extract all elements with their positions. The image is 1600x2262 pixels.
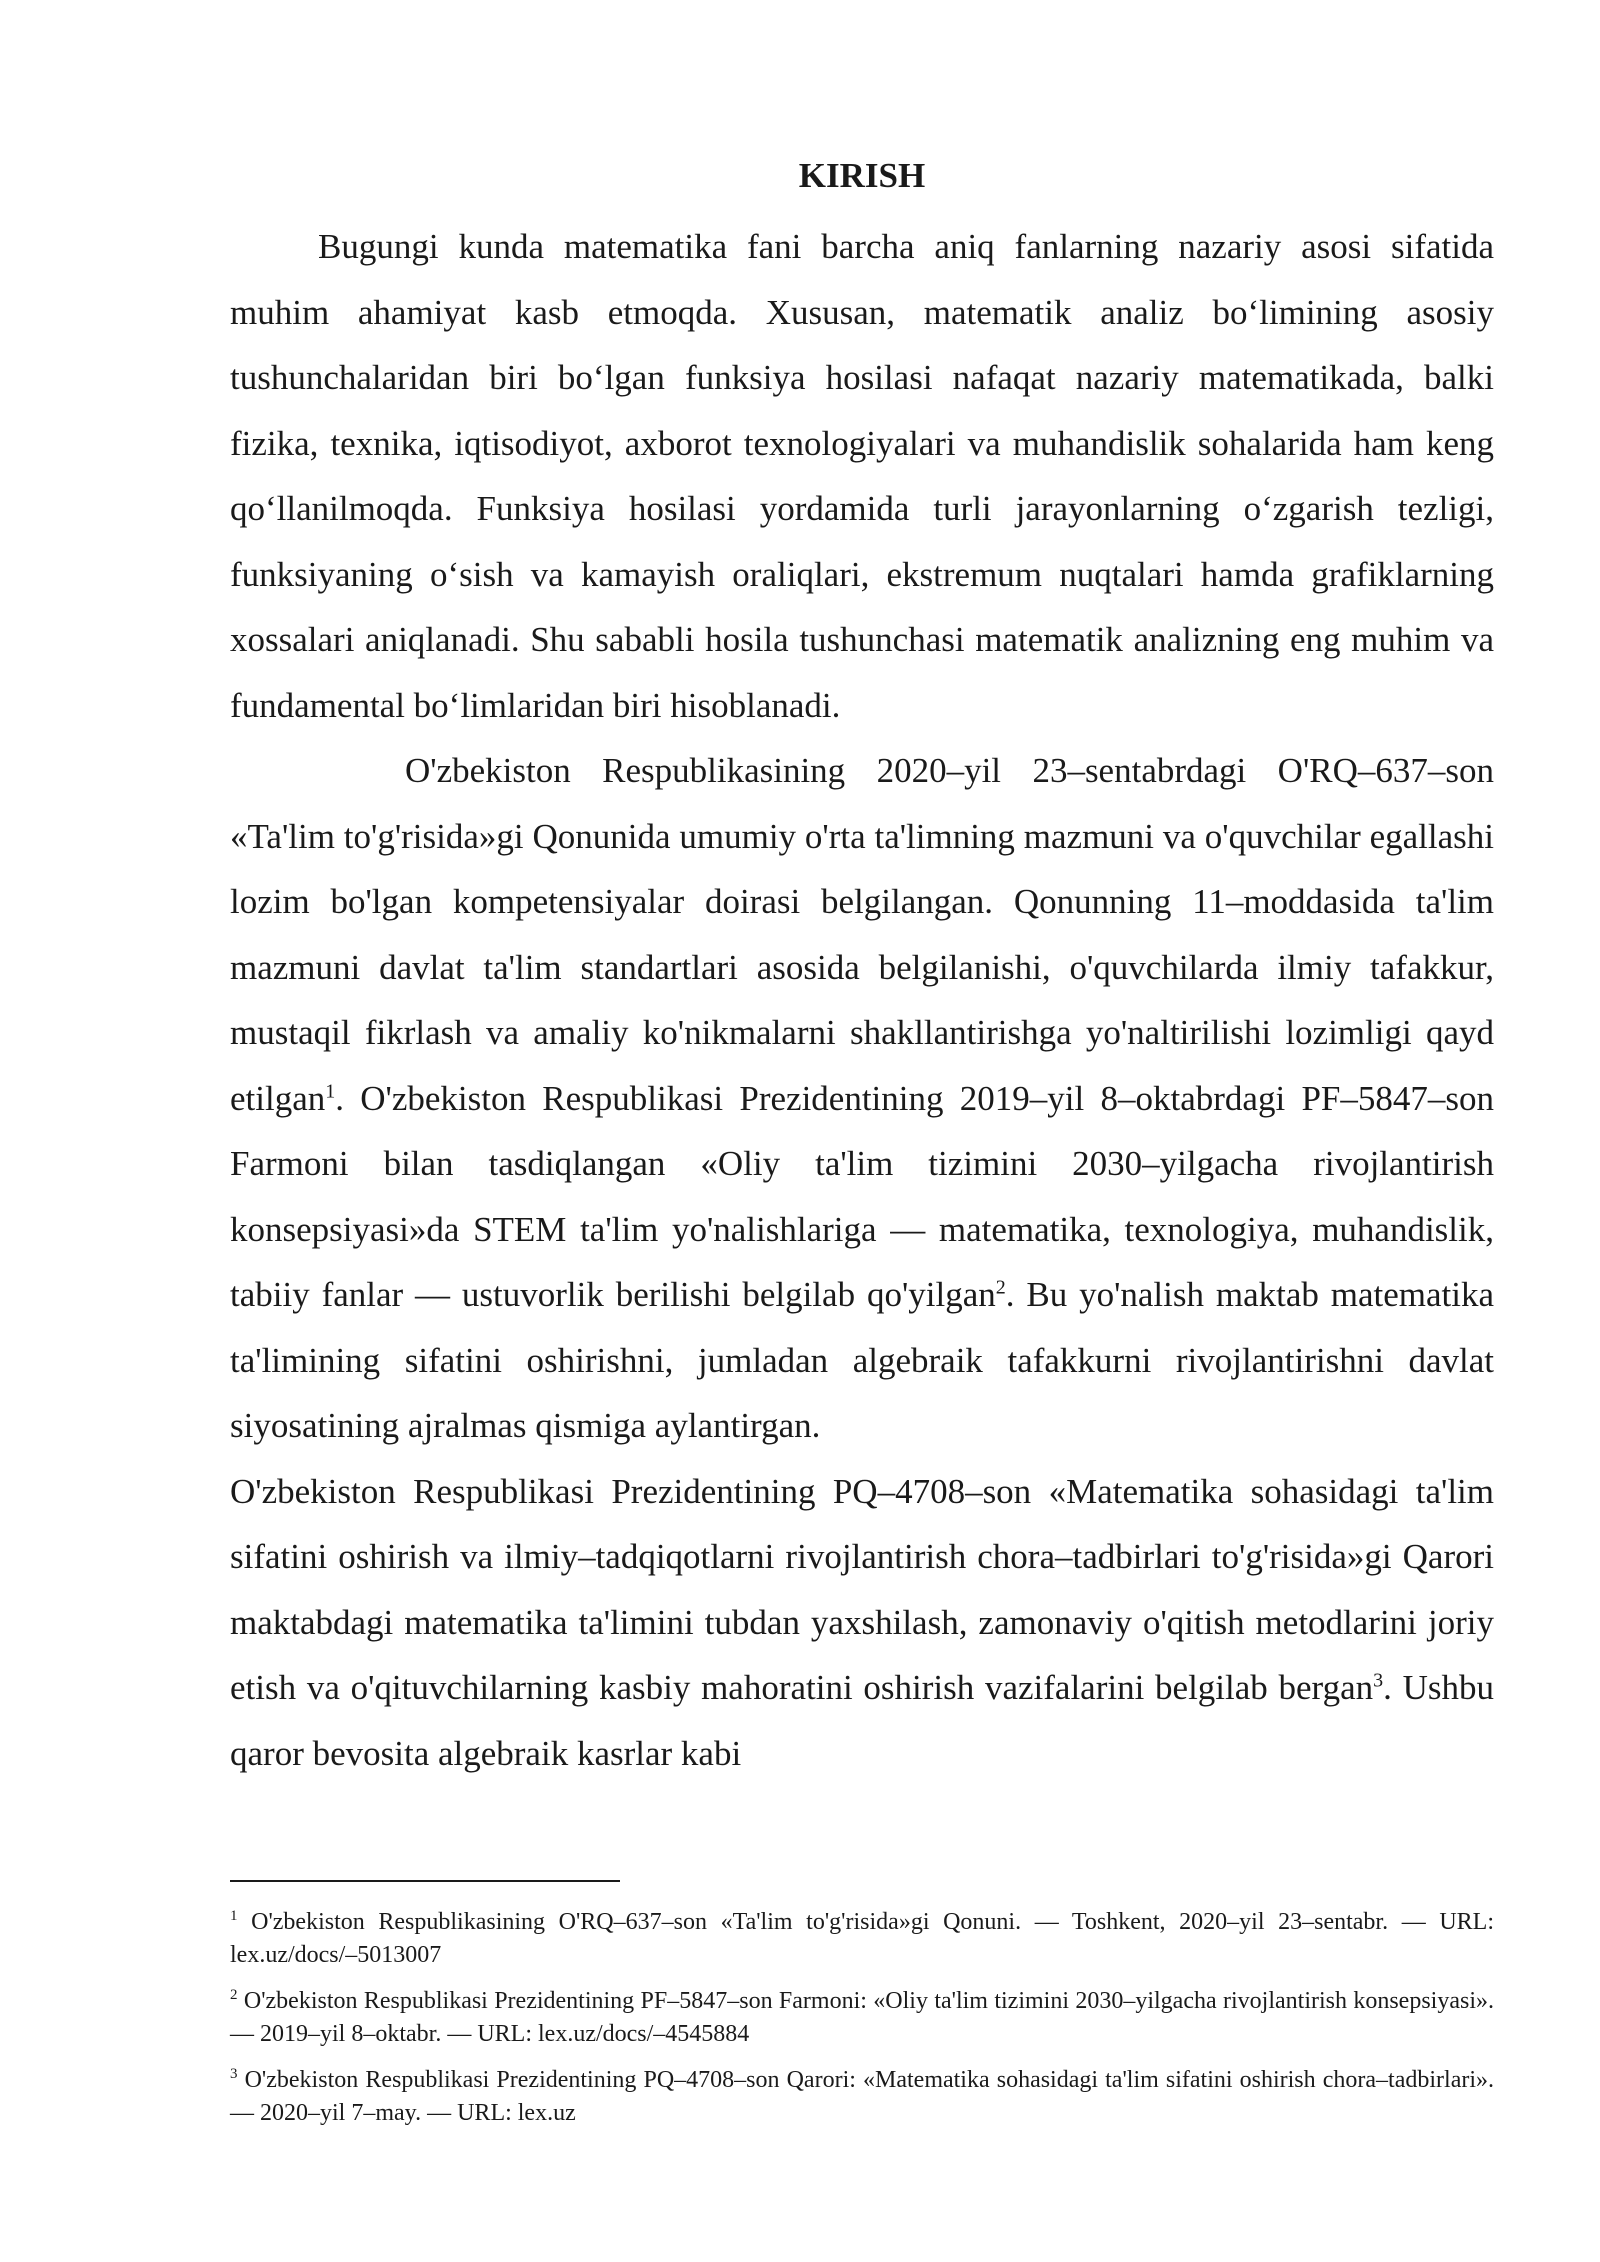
- footnotes: [230, 1906, 1494, 2143]
- footnote-ref-3[interactable]: 3: [1373, 1669, 1384, 1692]
- paragraph-intro-text: Bugungi kunda matematika fani barcha aniq fanlarning nazariy asosi sifatida muhim ahamiyat kasb etmoqda. Xususan, matematik analiz bo‘limining asosiy tushunchalaridan biri bo‘lgan funksiya hosilasi nafaqat nazariy matematikada, balki fizika, texnika, iqtisodiyot, axborot texnologiyalari va muhandislik sohalarida ham keng qo‘llanilmoqda. Funksiya hosilasi yordamida turli jarayonlarning o‘zgarish tezligi, funksiyaning o‘sish va kamayish oraliqlari, ekstremum nuqtalari hamda grafiklarning xossalari aniqlanadi. Shu sababli hosila tushunchasi matematik analizning eng muhim va fundamental bo‘limlaridan biri hisoblanadi.: [230, 227, 1494, 725]
- footnote-mark-3: 3: [230, 2066, 238, 2082]
- footnote-2: [230, 1985, 1494, 2051]
- page-title: KIRISH: [798, 156, 926, 195]
- footnote-separator: [230, 1880, 620, 1882]
- footnote-text-1: O'zbekiston Respublikasining O'RQ–637–son «Ta'lim to'g'risida»gi Qonuni. — Toshkent, 2020–yil 23–sentabr. — URL: lex.uz/docs/–5013007: [230, 1909, 1494, 1968]
- paragraph-legislation: [230, 738, 1494, 1459]
- paragraph-resolution-text-a: O'zbekiston Respublikasi Prezidentining PQ–4708–son «Matematika sohasidagi ta'lim sifatini oshirish va ilmiy–tadqiqotlarni rivojlantirish chora–tadbirlari to'g'risida»gi Qarori maktabdagi matematika ta'limini tubdan yaxshilash, zamonaviy o'qitish metodlarini joriy etish va o'qituvchilarning kasbiy mahoratini oshirish vazifalarini belgilab bergan: [230, 1471, 1494, 1707]
- footnote-ref-2[interactable]: 2: [995, 1276, 1006, 1299]
- paragraph-legislation-text-b: . O'zbekiston Respublikasi Prezidentining 2019–yil 8–oktabrdagi PF–5847–son Farmoni bilan tasdiqlangan «Oliy ta'lim tizimini 2030–yilgacha rivojlantirish konsepsiyasi»da STEM ta'lim yo'nalishlariga — matematika, texnologiya, muhandislik, tabiiy fanlar — ustuvorlik berilishi belgilab qo'yilgan: [230, 1078, 1494, 1314]
- paragraph-legislation-text-a: O'zbekiston Respublikasining 2020–yil 23–sentabrdagi O'RQ–637–son «Ta'lim to'g'risida»gi Qonunida umumiy o'rta ta'limning mazmuni va o'quvchilar egallashi lozim bo'lgan kompetensiyalar doirasi belgilangan. Qonunning 11–moddasida ta'lim mazmuni davlat ta'lim standartlari asosida belgilanishi, o'quvchilarda ilmiy tafakkur, mustaqil fikrlash va amaliy ko'nikmalarni shakllantirishga yo'naltirilishi lozimligi qayd etilgan: [230, 751, 1494, 1118]
- footnote-ref-1[interactable]: 1: [325, 1079, 336, 1102]
- footnote-mark-2: 2: [230, 1987, 238, 2003]
- paragraph-intro: [230, 214, 1494, 738]
- footnote-3: [230, 2064, 1494, 2130]
- footnote-text-2: O'zbekiston Respublikasi Prezidentining PF–5847–son Farmoni: «Oliy ta'lim tizimini 2030–yilgacha rivojlantirish konsepsiyasi». — 2019–yil 8–oktabr. — URL: lex.uz/docs/–4545884: [230, 1988, 1494, 2047]
- footnote-1: [230, 1906, 1494, 1972]
- footnote-mark-1: 1: [230, 1908, 238, 1924]
- footnote-text-3: O'zbekiston Respublikasi Prezidentining PQ–4708–son Qarori: «Matematika sohasidagi ta'lim sifatini oshirish chora–tadbirlari». — 2020–yil 7–may. — URL: lex.uz: [230, 2067, 1494, 2126]
- paragraph-resolution-text-b: . Ushbu qaror bevosita algebraik kasrlar kabi: [230, 1668, 1494, 1773]
- paragraph-resolution: [230, 1459, 1494, 1787]
- document-body: [230, 150, 1494, 1786]
- paragraph-legislation-text-c: . Bu yo'nalish maktab matematika ta'limining sifatini oshirishni, jumladan algebraik tafakkurni rivojlantirishni davlat siyosatining ajralmas qismiga aylantirgan.: [230, 1275, 1495, 1445]
